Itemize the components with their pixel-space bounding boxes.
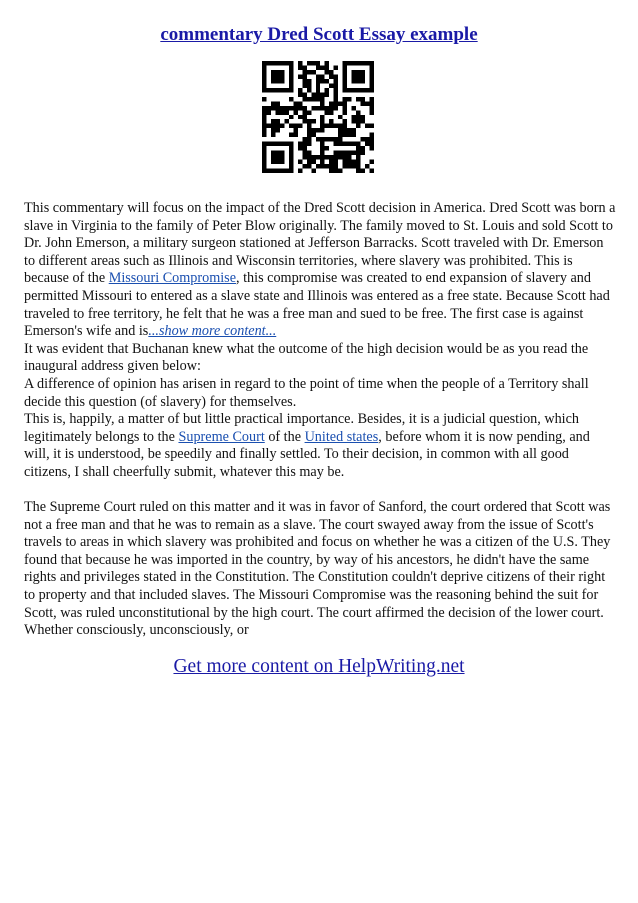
paragraph-1: This commentary will focus on the impact of the Dred Scott decision in America. Dred Scott was born a slave in Virginia to the family of Peter Blow originally. The family moved to St. Louis and sold Scott to Dr. John Emerson, a military surgeon stationed at Jefferson Barracks. Scott traveled with Dr. Emerson to different areas such as Illinois and Wisconsin territories, where slavery was prohibited. This is because of the Missouri Compromise, this compromise was created to end expansion of slavery and permitted Missouri to entered as a slave state and Illinois was entered as a free state. Because Scott had traveled to free territory, he felt that he was a free man and sued to be free. The first case is against Emerson's wife and is...show more content... xyxy=(24,200,616,340)
united-states-link[interactable]: United states xyxy=(304,428,379,445)
paragraph-3: A difference of opinion has arisen in regard to the point of time when the people of a Territory shall decide this question (of slavery) for themselves. xyxy=(24,375,589,410)
paragraph-4: This is, happily, a matter of but little practical importance. Besides, it is a judicial question, which legitimately belongs to the Supreme Court of the United states, before whom it is now pending, and will, it is understood, be speedily and finally settled. To their decision, in common with all good citizens, I shall cheerfully submit, whatever this may be. xyxy=(24,411,590,480)
paragraph-6: Whether consciously, unconsciously, or xyxy=(24,622,249,639)
paragraph-2: It was evident that Buchanan knew what the outcome of the high decision would be as you read the inaugural address given below: xyxy=(24,340,589,375)
supreme-court-link[interactable]: Supreme Court xyxy=(178,428,265,445)
paragraph-5: The Supreme Court ruled on this matter and it was in favor of Sanford, the court ordered that Scott was not a free man and that he was to remain as a slave. The court swayed away from the issue of Scott's travels to areas in which slavery was prohibited and focus on whether he was a citizen of the U.S. They found that because he was imported in the country, by way of his ancestors, he didn't have the same rights and privileges stated in the Constitution. The Constitution couldn't deprive citizens of their right to property and that included slaves. The Missouri Compromise was the reasoning behind the suit for Scott, was ruled unconstitutional by the high court. The court affirmed the decision of the lower court. xyxy=(24,499,611,621)
document-title[interactable]: commentary Dred Scott Essay example xyxy=(160,24,478,45)
qr-code-icon xyxy=(262,61,374,173)
missouri-compromise-link[interactable]: Missouri Compromise xyxy=(108,270,237,287)
essay-body xyxy=(24,200,616,640)
paragraph-gap xyxy=(24,482,616,500)
show-more-link[interactable]: ...show more content... xyxy=(148,323,277,340)
footer-more-content-link[interactable]: Get more content on HelpWriting.net xyxy=(173,656,465,677)
